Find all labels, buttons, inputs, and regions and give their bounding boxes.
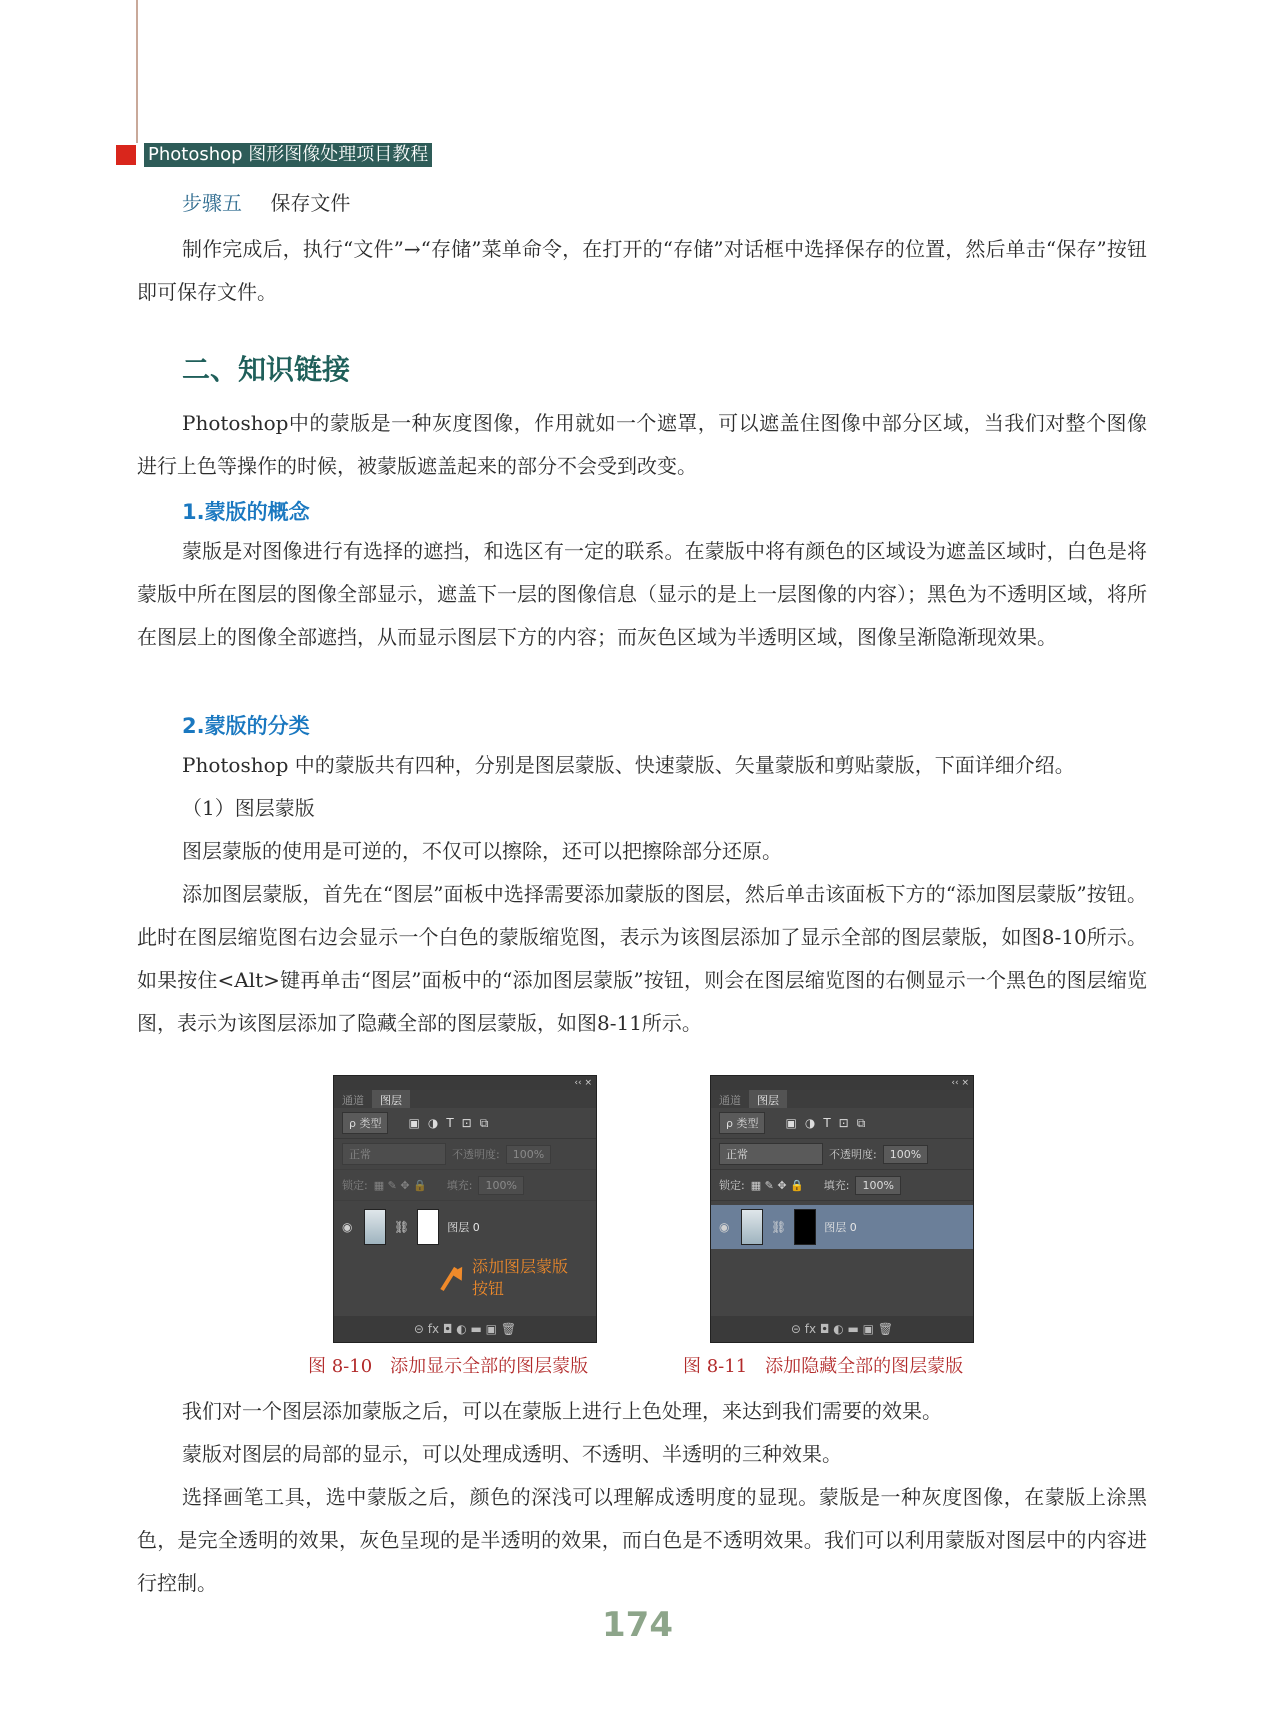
panel-collapse-icons[interactable]: ‹‹ × — [711, 1076, 973, 1090]
shape-filter-icon[interactable]: ⊡ — [461, 1115, 472, 1130]
annotation-add-mask — [472, 1256, 568, 1300]
lock-icons[interactable]: ▦ ✎ ✥ 🔒 — [373, 1178, 427, 1192]
panel-collapse-icons[interactable]: ‹‹ × — [334, 1076, 596, 1090]
layer-name[interactable]: 图层 0 — [824, 1221, 857, 1234]
filter-icons[interactable] — [785, 1116, 865, 1131]
paragraph-layer-mask-heading: （1）图层蒙版 — [182, 796, 315, 820]
figure-8-11-panel — [710, 1075, 974, 1343]
smart-object-filter-icon[interactable]: ⧉ — [856, 1115, 866, 1130]
layer-row-selected[interactable] — [711, 1205, 973, 1249]
section-title: 二、知识链接 — [182, 353, 351, 386]
paragraph-concept: 蒙版是对图像进行有选择的遮挡，和选区有一定的联系。在蒙版中将有颜色的区域设为遮盖区域时，白色是将蒙版中所在图层的图像全部显示，遮盖下一层的图像信息（显示的是上一层图像的内容）；黑色为不透明区域，将所在图层上的图像全部遮挡，从而显示图层下方的内容；而灰色区域为半透明区域，图像呈渐隐渐现效果。 — [137, 539, 1147, 649]
eye-icon[interactable]: ◉ — [719, 1220, 730, 1234]
tab-channels[interactable]: 通道 — [342, 1094, 364, 1107]
adjustment-filter-icon[interactable]: ◑ — [804, 1115, 816, 1130]
link-icon[interactable]: ⛓ — [771, 1220, 787, 1234]
header-title: Photoshop 图形图像处理项目教程 — [144, 143, 432, 167]
link-icon[interactable]: ⛓ — [394, 1220, 410, 1234]
paragraph-add-mask: 添加图层蒙版，首先在“图层”面板中选择需要添加蒙版的图层，然后单击该面板下方的“添加图层蒙版”按钮。此时在图层缩览图右边会显示一个白色的蒙版缩览图，表示为该图层添加了显示全部的图层蒙版，如图8-10所示。如果按住<Alt>键再单击“图层”面板中的“添加图层蒙版”按钮，则会在图层缩览图的右侧显示一个黑色的图层缩览图，表示为该图层添加了隐藏全部的图层蒙版，如图8-11所示。 — [137, 882, 1147, 1035]
lock-label: 锁定: — [342, 1179, 368, 1192]
subsection-types: 2.蒙版的分类 — [182, 714, 310, 738]
paragraph-brush: 选择画笔工具，选中蒙版之后，颜色的深浅可以理解成透明度的显现。蒙版是一种灰度图像，在蒙版上涂黑色，是完全透明的效果，灰色呈现的是半透明的效果，而白色是不透明效果。我们可以利用蒙版对图层中的内容进行控制。 — [137, 1485, 1147, 1595]
annotation-arrow — [440, 1267, 457, 1291]
opacity-field[interactable]: 100% — [506, 1145, 551, 1164]
header-red-square — [116, 145, 136, 165]
fill-label: 填充: — [446, 1179, 473, 1192]
paragraph-save: 制作完成后，执行“文件”→“存储”菜单命令，在打开的“存储”对话框中选择保存的位置，然后单击“保存”按钮即可保存文件。 — [137, 237, 1147, 304]
adjustment-filter-icon[interactable]: ◑ — [427, 1115, 439, 1130]
figure-caption-8-10: 图 8-10 添加显示全部的图层蒙版 — [308, 1356, 589, 1377]
shape-filter-icon[interactable]: ⊡ — [838, 1115, 849, 1130]
type-filter-icon[interactable]: T — [823, 1115, 831, 1130]
annotation-line1: 添加图层蒙版 — [472, 1257, 569, 1276]
black-mask-thumbnail[interactable] — [794, 1209, 816, 1245]
step-heading — [182, 187, 350, 216]
panel-bottom-toolbar[interactable]: ⊝ fx ◘ ◐ ▬ ▣ 🗑 — [711, 1316, 973, 1342]
kind-filter-select[interactable]: ρ 类型 — [342, 1112, 388, 1134]
lock-icons[interactable]: ▦ ✎ ✥ 🔒 — [750, 1178, 804, 1192]
eye-icon[interactable]: ◉ — [342, 1220, 353, 1234]
paragraph-types: Photoshop 中的蒙版共有四种，分别是图层蒙版、快速蒙版、矢量蒙版和剪贴蒙版，下面详细介绍。 — [182, 753, 1075, 777]
tab-channels[interactable]: 通道 — [719, 1094, 741, 1107]
paragraph-coloring: 我们对一个图层添加蒙版之后，可以在蒙版上进行上色处理，来达到我们需要的效果。 — [182, 1399, 942, 1423]
layer-thumbnail[interactable] — [741, 1209, 763, 1245]
fill-field[interactable]: 100% — [478, 1176, 523, 1195]
layer-row[interactable] — [334, 1205, 596, 1249]
figure-8-10-panel — [333, 1075, 597, 1343]
paragraph-effects: 蒙版对图层的局部的显示，可以处理成透明、不透明、半透明的三种效果。 — [182, 1442, 842, 1466]
paragraph-intro: Photoshop中的蒙版是一种灰度图像，作用就如一个遮罩，可以遮盖住图像中部分区域，当我们对整个图像进行上色等操作的时候，被蒙版遮盖起来的部分不会受到改变。 — [137, 411, 1147, 478]
white-mask-thumbnail[interactable] — [417, 1209, 439, 1245]
layer-thumbnail[interactable] — [364, 1209, 386, 1245]
filter-icons[interactable] — [408, 1116, 488, 1131]
running-header — [116, 143, 432, 167]
layer-name[interactable]: 图层 0 — [447, 1221, 480, 1234]
paragraph-reversible: 图层蒙版的使用是可逆的，不仅可以擦除，还可以把擦除部分还原。 — [182, 839, 782, 863]
fill-field[interactable]: 100% — [855, 1176, 900, 1195]
opacity-label: 不透明度: — [829, 1148, 877, 1161]
step-label: 步骤五 — [182, 191, 242, 215]
smart-object-filter-icon[interactable]: ⧉ — [479, 1115, 489, 1130]
blend-mode-select[interactable]: 正常 — [719, 1143, 823, 1165]
figure-caption-8-11: 图 8-11 添加隐藏全部的图层蒙版 — [683, 1356, 964, 1377]
type-filter-icon[interactable]: T — [446, 1115, 454, 1130]
lock-label: 锁定: — [719, 1179, 745, 1192]
fill-label: 填充: — [823, 1179, 850, 1192]
image-filter-icon[interactable]: ▣ — [408, 1115, 420, 1130]
image-filter-icon[interactable]: ▣ — [785, 1115, 797, 1130]
step-title: 保存文件 — [270, 191, 351, 215]
kind-filter-select[interactable]: ρ 类型 — [719, 1112, 765, 1134]
opacity-label: 不透明度: — [452, 1148, 500, 1161]
opacity-field[interactable]: 100% — [883, 1145, 928, 1164]
annotation-line2: 按钮 — [472, 1279, 505, 1298]
subsection-concept: 1.蒙版的概念 — [182, 500, 310, 524]
blend-mode-select[interactable]: 正常 — [342, 1143, 446, 1165]
page-number: 174 — [602, 1605, 673, 1645]
tab-layers[interactable]: 图层 — [749, 1090, 787, 1108]
margin-rule — [136, 0, 138, 143]
panel-bottom-toolbar[interactable]: ⊝ fx ◘ ◐ ▬ ▣ 🗑 — [334, 1316, 596, 1342]
tab-layers[interactable]: 图层 — [372, 1090, 410, 1108]
